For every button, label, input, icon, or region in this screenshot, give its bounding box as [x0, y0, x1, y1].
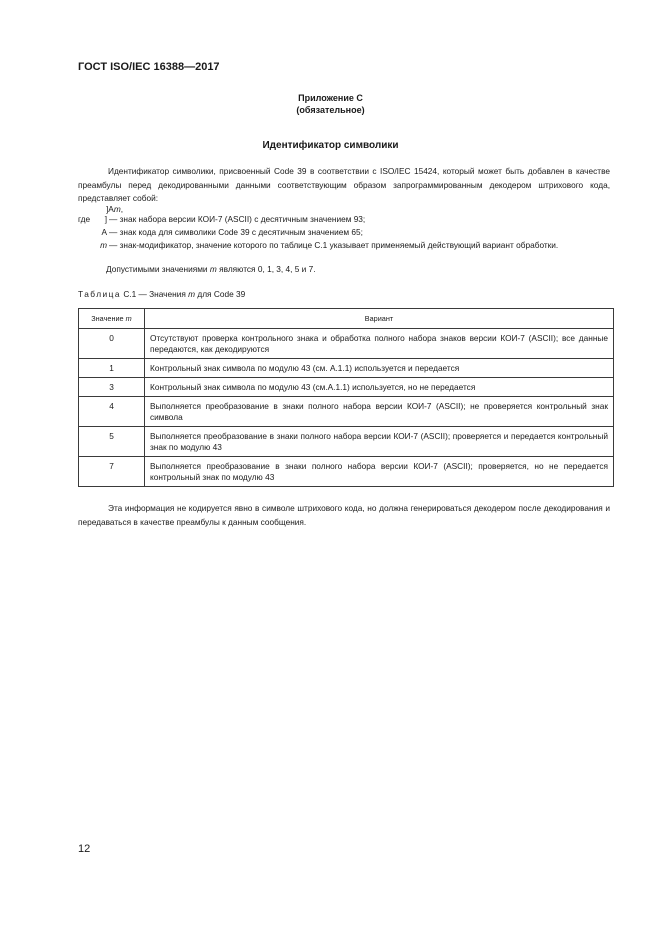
allowed-prefix: Допустимыми значениями — [106, 264, 210, 274]
outro-text: Эта информация не кодируется явно в символе штрихового кода, но должна генерироваться декодером после декодирования и передаваться в качестве преамбулы к данным сообщения. — [78, 503, 610, 527]
formula-legend — [78, 213, 610, 265]
formula-suffix: , — [120, 204, 124, 214]
cell-value: 3 — [79, 378, 145, 397]
header-variant: Вариант — [145, 309, 614, 329]
allowed-variable: m — [209, 264, 217, 274]
allowed-suffix: являются 0, 1, 3, 4, 5 и 7. — [216, 264, 316, 274]
formula-prefix: ]A — [106, 204, 114, 214]
table-header-row — [79, 309, 614, 329]
standard-code: ГОСТ ISO/IEC 16388—2017 — [78, 61, 220, 73]
legend-symbol: A — [101, 227, 107, 237]
cell-variant: Отсутствуют проверка контрольного знака и обработка полного набора знаков версии КОИ-7 (ASCII); все данные передаются, как декодируются — [145, 329, 614, 359]
legend-item — [78, 239, 610, 265]
header-value-variable: m — [125, 314, 132, 323]
annex-status: (обязательное) — [296, 105, 365, 115]
table-caption-variable: m — [188, 289, 196, 299]
cell-value: 4 — [79, 397, 145, 427]
table-caption-suffix: для Code 39 — [195, 289, 246, 299]
legend-symbol: ] — [104, 214, 107, 224]
legend-item — [78, 213, 610, 226]
cell-value: 5 — [79, 427, 145, 457]
modifier-values-table — [78, 308, 614, 487]
header-value-text: Значение — [91, 314, 126, 323]
page-number: 12 — [78, 843, 91, 855]
table-caption-label: Таблица — [78, 289, 122, 299]
formula-variable: m — [113, 204, 121, 214]
cell-value: 1 — [79, 359, 145, 378]
outro-paragraph — [78, 502, 610, 529]
table-caption — [78, 289, 245, 299]
legend-text: — знак набора версии КОИ-7 (ASCII) с десятичным значением 93; — [109, 214, 366, 224]
header-value — [79, 309, 145, 329]
intro-text: Идентификатор символики, присвоенный Code 39 в соответствии с ISO/IEC 15424, который может быть добавлен в качестве преамбулы перед декодированными данными соответствующим образом запрограммированным декодером штрихового кода, представляет собой: — [78, 166, 610, 203]
table-caption-number: С.1 — Значения — [123, 289, 189, 299]
table-row — [79, 378, 614, 397]
legend-text: — знак кода для символики Code 39 с десятичным значением 65; — [109, 227, 363, 237]
cell-value: 7 — [79, 457, 145, 487]
table-row — [79, 397, 614, 427]
cell-variant: Выполняется преобразование в знаки полного набора версии КОИ-7 (ASCII); проверяется, но не передается контрольный знак по модулю 43 — [145, 457, 614, 487]
cell-variant: Контрольный знак символа по модулю 43 (см. А.1.1) используется и передается — [145, 359, 614, 378]
intro-paragraph — [78, 165, 610, 206]
annex-heading — [0, 92, 661, 116]
cell-variant: Выполняется преобразование в знаки полного набора версии КОИ-7 (ASCII); не проверяется контрольный знак символа — [145, 397, 614, 427]
cell-variant: Выполняется преобразование в знаки полного набора версии КОИ-7 (ASCII); проверяется и передается контрольный знак по модулю 43 — [145, 427, 614, 457]
legend-symbol: m — [100, 240, 107, 250]
cell-variant: Контрольный знак символа по модулю 43 (см.А.1.1) используется, но не передается — [145, 378, 614, 397]
legend-item — [78, 226, 610, 239]
annex-title: Идентификатор символики — [262, 140, 399, 151]
table-row — [79, 359, 614, 378]
legend-text: — знак-модификатор, значение которого по таблице С.1 указывает применяемый действующий вариант обработки. — [109, 240, 559, 250]
legend-where: где — [78, 214, 91, 224]
annex-label: Приложение С — [298, 93, 363, 103]
table-row — [79, 457, 614, 487]
cell-value: 0 — [79, 329, 145, 359]
allowed-values — [106, 264, 316, 274]
table-row — [79, 427, 614, 457]
table-row — [79, 329, 614, 359]
